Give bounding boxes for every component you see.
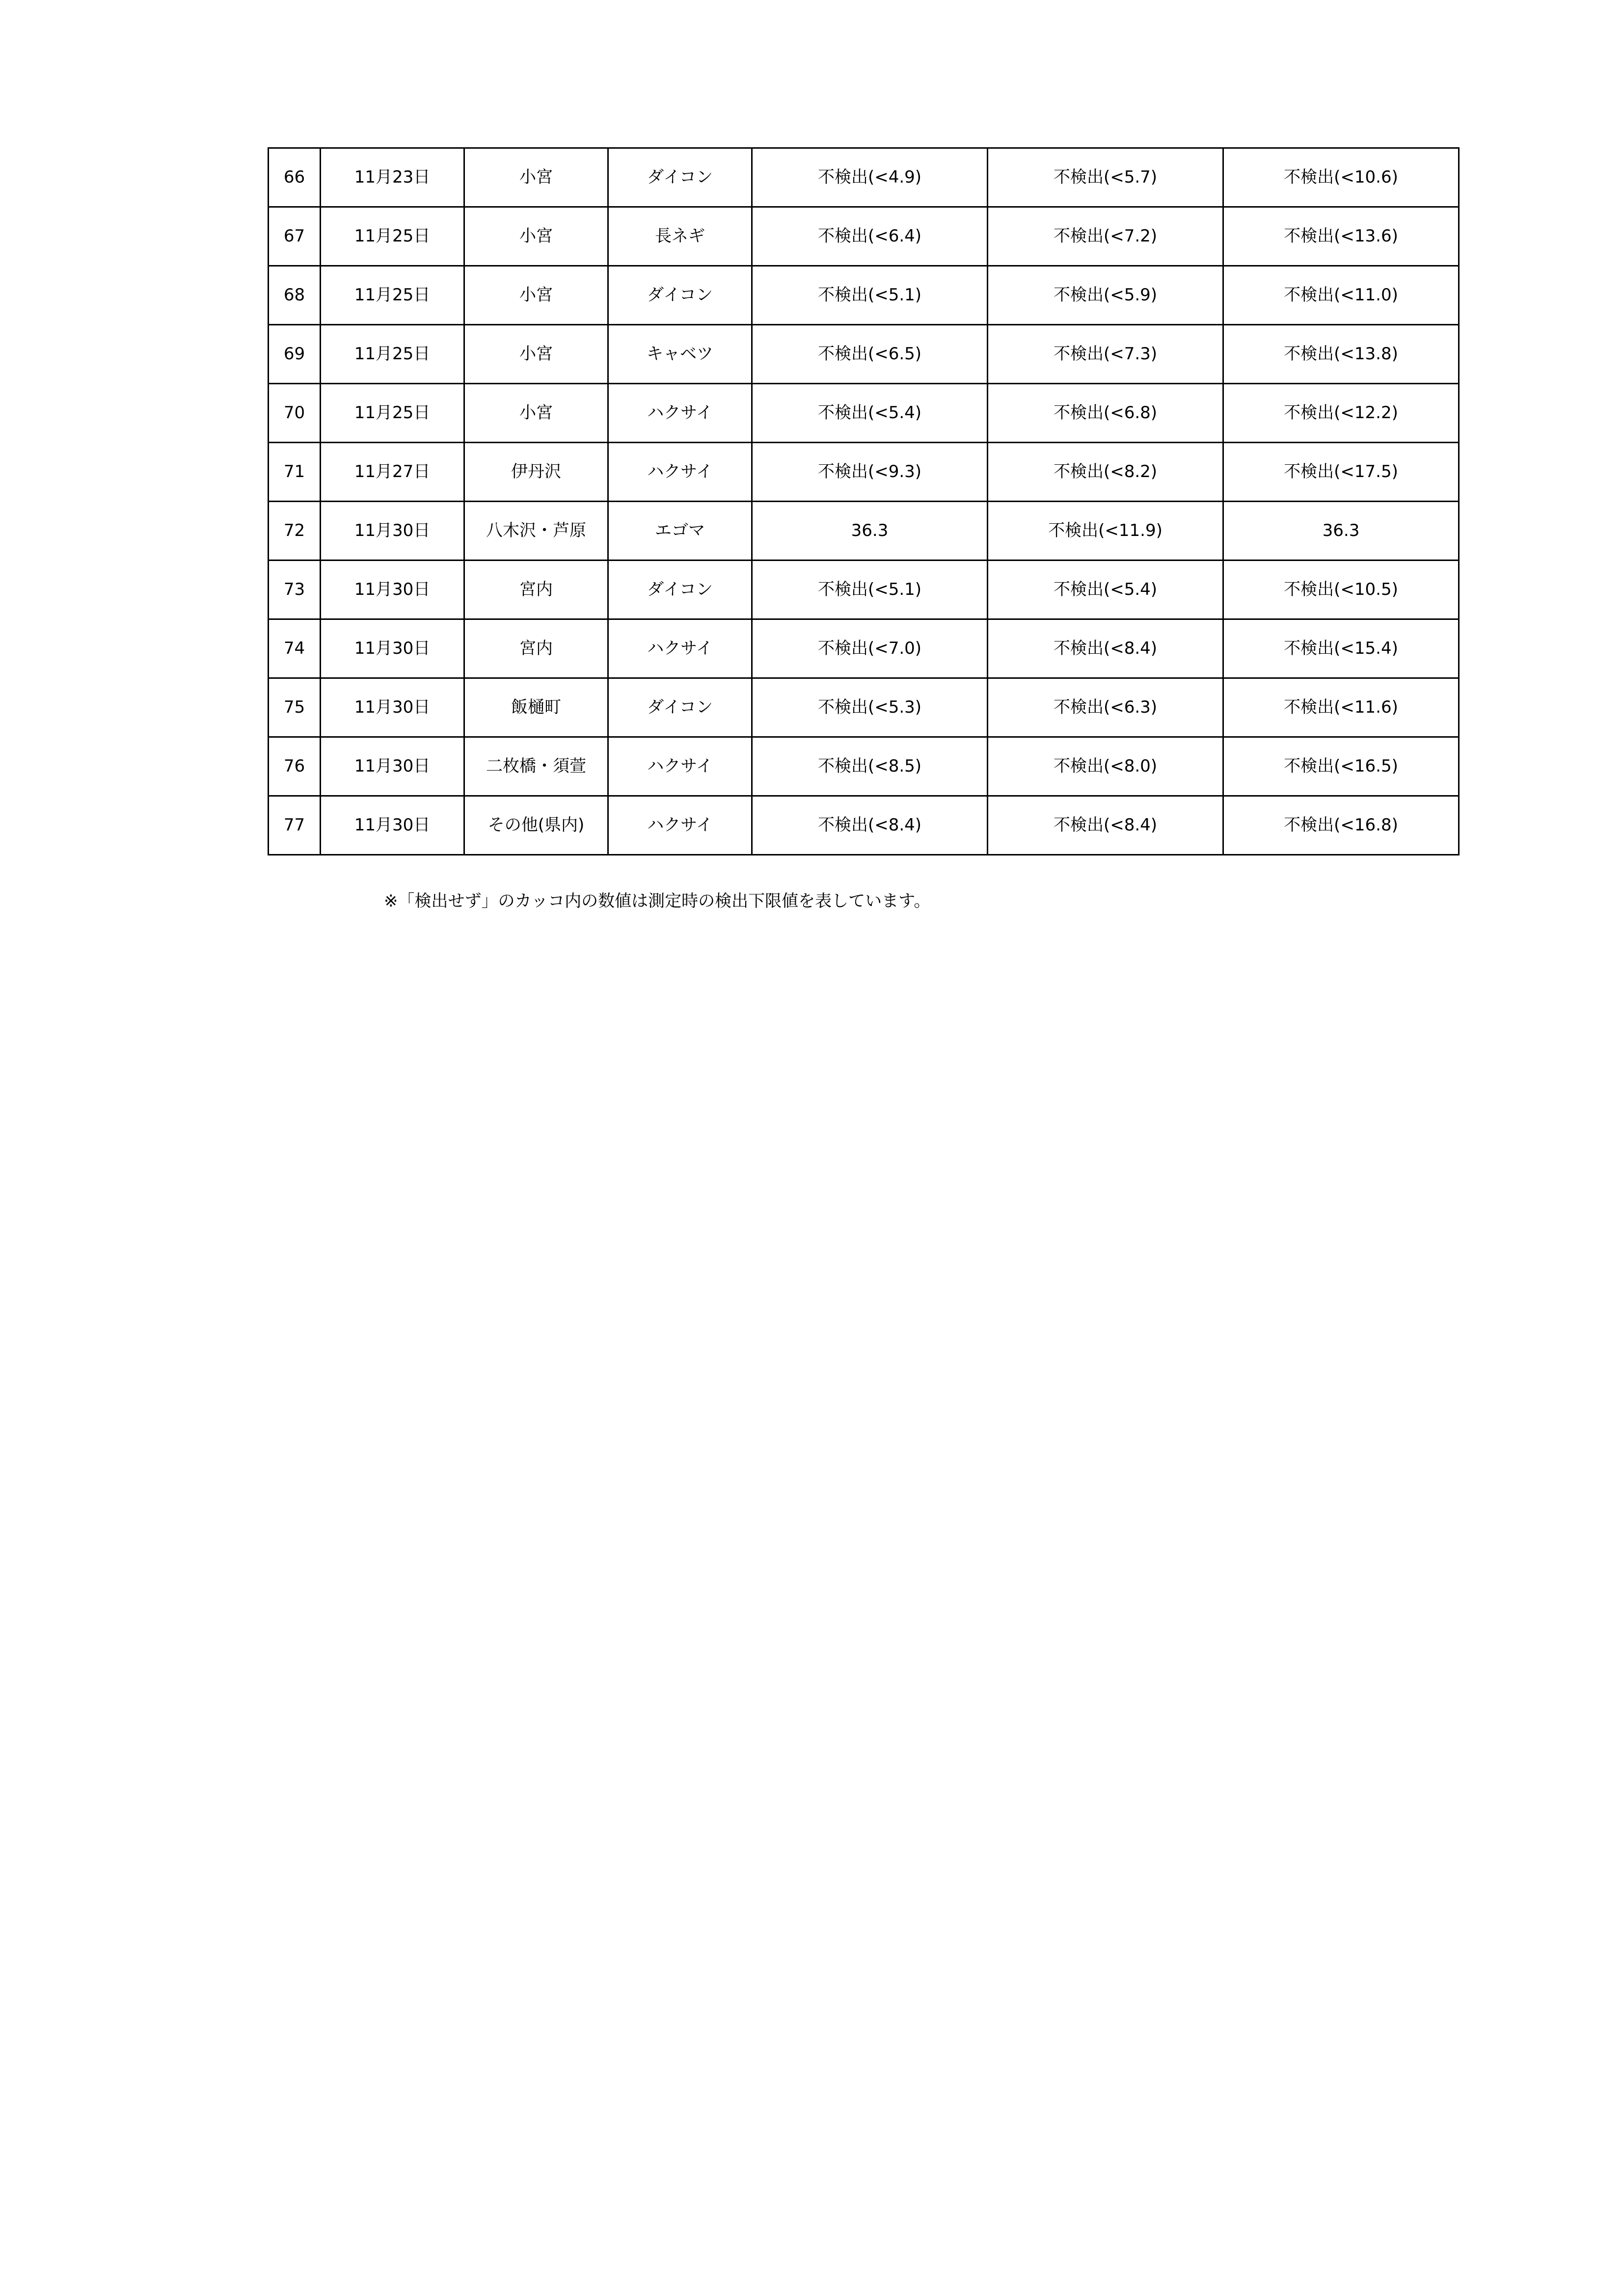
cell-value-1: 不検出(<4.9) xyxy=(752,148,988,207)
cell-date: 11月30日 xyxy=(321,678,464,737)
table-row xyxy=(269,207,1459,266)
cell-value-3: 不検出(<16.8) xyxy=(1223,796,1459,855)
cell-value-2: 不検出(<8.2) xyxy=(988,443,1223,502)
cell-area: 宮内 xyxy=(464,561,608,619)
cell-date: 11月25日 xyxy=(321,207,464,266)
cell-item: ダイコン xyxy=(608,266,752,325)
cell-value-1: 不検出(<5.1) xyxy=(752,561,988,619)
cell-value-3: 不検出(<10.6) xyxy=(1223,148,1459,207)
cell-item: キャベツ xyxy=(608,325,752,384)
cell-date: 11月30日 xyxy=(321,561,464,619)
cell-area: 宮内 xyxy=(464,619,608,678)
cell-number: 72 xyxy=(269,502,321,561)
cell-area: 小宮 xyxy=(464,384,608,443)
cell-value-3: 36.3 xyxy=(1223,502,1459,561)
cell-date: 11月30日 xyxy=(321,796,464,855)
cell-value-1: 不検出(<5.3) xyxy=(752,678,988,737)
cell-number: 73 xyxy=(269,561,321,619)
cell-item: ハクサイ xyxy=(608,796,752,855)
table-row xyxy=(269,502,1459,561)
table-row xyxy=(269,796,1459,855)
cell-value-2: 不検出(<5.9) xyxy=(988,266,1223,325)
cell-number: 68 xyxy=(269,266,321,325)
cell-value-2: 不検出(<8.4) xyxy=(988,619,1223,678)
cell-value-2: 不検出(<8.4) xyxy=(988,796,1223,855)
cell-area: 小宮 xyxy=(464,207,608,266)
footnote: ※「検出せず」のカッコ内の数値は測定時の検出下限値を表しています。 xyxy=(384,891,931,911)
cell-value-3: 不検出(<12.2) xyxy=(1223,384,1459,443)
cell-value-1: 不検出(<5.1) xyxy=(752,266,988,325)
cell-value-2: 不検出(<5.7) xyxy=(988,148,1223,207)
table-row xyxy=(269,737,1459,796)
cell-value-3: 不検出(<10.5) xyxy=(1223,561,1459,619)
table-row xyxy=(269,619,1459,678)
cell-value-2: 不検出(<7.2) xyxy=(988,207,1223,266)
cell-number: 76 xyxy=(269,737,321,796)
cell-date: 11月30日 xyxy=(321,502,464,561)
cell-number: 66 xyxy=(269,148,321,207)
cell-area: 小宮 xyxy=(464,266,608,325)
cell-date: 11月25日 xyxy=(321,325,464,384)
cell-value-1: 不検出(<6.4) xyxy=(752,207,988,266)
cell-item: エゴマ xyxy=(608,502,752,561)
table-row xyxy=(269,148,1459,207)
cell-item: ダイコン xyxy=(608,148,752,207)
cell-area: 伊丹沢 xyxy=(464,443,608,502)
cell-value-2: 不検出(<6.8) xyxy=(988,384,1223,443)
cell-value-3: 不検出(<17.5) xyxy=(1223,443,1459,502)
cell-area: 八木沢・芦原 xyxy=(464,502,608,561)
cell-value-3: 不検出(<11.0) xyxy=(1223,266,1459,325)
cell-area: その他(県内) xyxy=(464,796,608,855)
cell-number: 74 xyxy=(269,619,321,678)
cell-item: ハクサイ xyxy=(608,737,752,796)
cell-value-2: 不検出(<6.3) xyxy=(988,678,1223,737)
table-row xyxy=(269,384,1459,443)
table-row xyxy=(269,561,1459,619)
cell-number: 77 xyxy=(269,796,321,855)
cell-number: 69 xyxy=(269,325,321,384)
cell-date: 11月23日 xyxy=(321,148,464,207)
results-table xyxy=(268,147,1460,855)
table-row xyxy=(269,325,1459,384)
cell-value-1: 不検出(<9.3) xyxy=(752,443,988,502)
cell-value-2: 不検出(<11.9) xyxy=(988,502,1223,561)
cell-item: ダイコン xyxy=(608,561,752,619)
cell-value-3: 不検出(<11.6) xyxy=(1223,678,1459,737)
cell-value-1: 36.3 xyxy=(752,502,988,561)
cell-date: 11月30日 xyxy=(321,619,464,678)
cell-value-1: 不検出(<8.4) xyxy=(752,796,988,855)
cell-date: 11月25日 xyxy=(321,384,464,443)
cell-item: ハクサイ xyxy=(608,384,752,443)
cell-area: 飯樋町 xyxy=(464,678,608,737)
cell-value-1: 不検出(<5.4) xyxy=(752,384,988,443)
cell-item: 長ネギ xyxy=(608,207,752,266)
cell-value-1: 不検出(<7.0) xyxy=(752,619,988,678)
cell-area: 二枚橋・須萱 xyxy=(464,737,608,796)
cell-value-2: 不検出(<5.4) xyxy=(988,561,1223,619)
cell-value-1: 不検出(<6.5) xyxy=(752,325,988,384)
cell-date: 11月25日 xyxy=(321,266,464,325)
cell-area: 小宮 xyxy=(464,148,608,207)
cell-item: ハクサイ xyxy=(608,619,752,678)
cell-item: ダイコン xyxy=(608,678,752,737)
cell-value-1: 不検出(<8.5) xyxy=(752,737,988,796)
cell-value-3: 不検出(<15.4) xyxy=(1223,619,1459,678)
cell-value-2: 不検出(<7.3) xyxy=(988,325,1223,384)
cell-number: 71 xyxy=(269,443,321,502)
cell-value-3: 不検出(<16.5) xyxy=(1223,737,1459,796)
cell-date: 11月27日 xyxy=(321,443,464,502)
table-row xyxy=(269,443,1459,502)
table-row xyxy=(269,678,1459,737)
cell-number: 67 xyxy=(269,207,321,266)
cell-date: 11月30日 xyxy=(321,737,464,796)
cell-number: 70 xyxy=(269,384,321,443)
table-row xyxy=(269,266,1459,325)
results-table-body xyxy=(269,148,1459,855)
cell-area: 小宮 xyxy=(464,325,608,384)
cell-value-3: 不検出(<13.6) xyxy=(1223,207,1459,266)
cell-item: ハクサイ xyxy=(608,443,752,502)
cell-value-2: 不検出(<8.0) xyxy=(988,737,1223,796)
cell-value-3: 不検出(<13.8) xyxy=(1223,325,1459,384)
cell-number: 75 xyxy=(269,678,321,737)
